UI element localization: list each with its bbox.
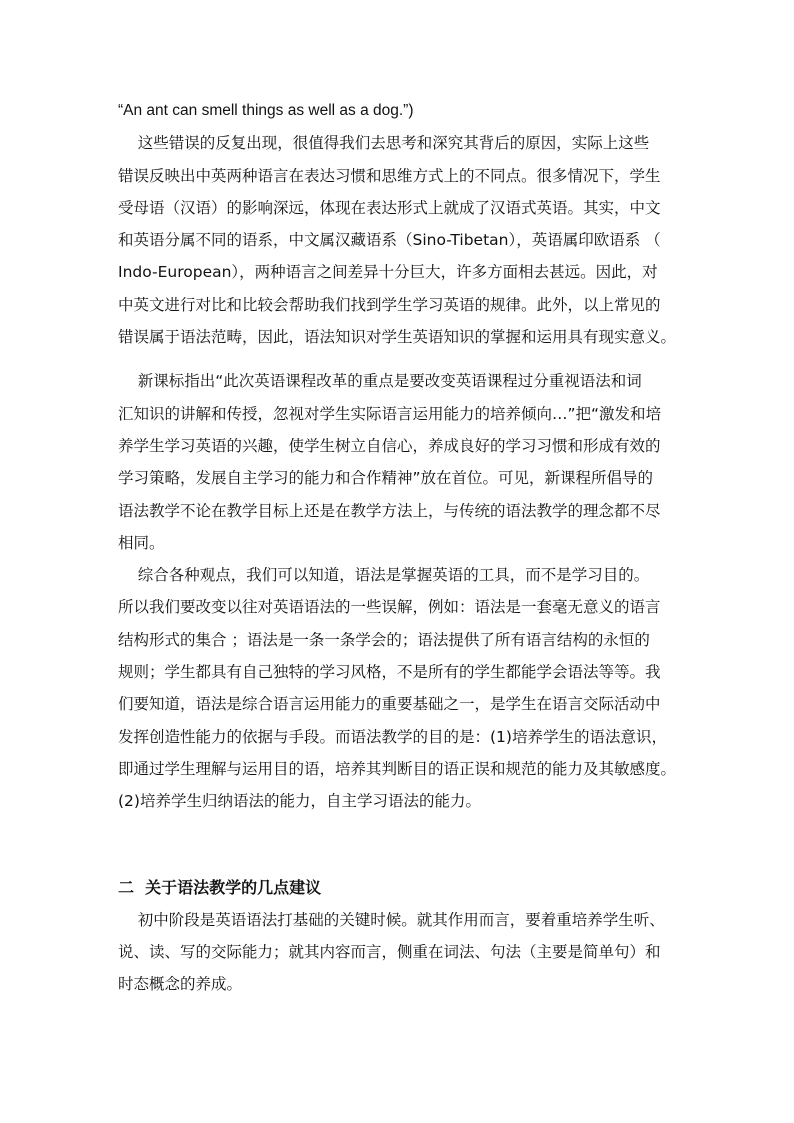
section-spacer — [118, 818, 794, 872]
paragraph-line: 语法教学不论在教学目标上还是在教学方法上，与传统的语法教学的理念都不尽 — [118, 501, 661, 520]
paragraph-line: 汇知识的讲解和传授，忽视对学生实际语言运用能力的培养倾向…”把“激发和培 — [118, 404, 662, 423]
section-heading: 二 关于语法教学的几点建议 — [118, 877, 322, 897]
paragraph-line: 初中阶段是英语语法打基础的关键时候。就其作用而言，要着重培养学生听、 — [118, 910, 665, 929]
paragraph-spacer — [118, 353, 794, 365]
paragraph-line: 受母语（汉语）的影响深远，体现在表达形式上就成了汉语式英语。其实，中文 — [118, 198, 661, 217]
paragraph-line: 错误反映出中英两种语言在表达习惯和思维方式上的不同点。很多情况下，学生 — [118, 166, 661, 185]
paragraph-line: 所以我们要改变以往对英语语法的一些误解，例如：语法是一套毫无意义的语言 — [118, 598, 661, 617]
paragraph-line: 发挥创造性能力的依据与手段。而语法教学的目的是：(1)培养学生的语法意识， — [118, 727, 667, 746]
paragraph-line: 说、读、写的交际能力；就其内容而言，侧重在词法、句法（主要是简单句）和 — [118, 942, 661, 961]
paragraph-line: Indo-European），两种语言之间差异十分巨大，许多方面相去甚远。因此，对 — [118, 263, 658, 282]
paragraph-junior-high-grammar — [118, 904, 794, 1001]
paragraph-line: 这些错误的反复出现，很值得我们去思考和深究其背后的原因，实际上这些 — [118, 134, 650, 153]
paragraph-grammar-purpose — [118, 559, 794, 817]
paragraph-line: 和英语分属不同的语系，中文属汉藏语系（Sino-Tibetan），英语属印欧语系 （ — [118, 231, 661, 250]
paragraph-line: 错误属于语法范畴，因此，语法知识对学生英语知识的掌握和运用具有现实意义。 — [118, 328, 677, 347]
paragraph-line: 新课标指出“此次英语课程改革的重点是要改变英语课程过分重视语法和词 — [118, 372, 642, 391]
paragraph-line: 综合各种观点，我们可以知道，语法是掌握英语的工具，而不是学习目的。 — [118, 566, 650, 585]
opening-line: “An ant can smell things as well as a dog.”) — [118, 102, 414, 119]
paragraph-error-analysis — [118, 127, 794, 353]
document-body — [118, 95, 794, 1000]
paragraph-line: 中英文进行对比和比较会帮助我们找到学生学习英语的规律。此外，以上常见的 — [118, 295, 661, 314]
paragraph-line: 相同。 — [118, 533, 165, 552]
paragraph-line: 学习策略，发展自主学习的能力和合作精神”放在首位。可见，新课程所倡导的 — [118, 469, 654, 488]
paragraph-new-curriculum — [118, 365, 794, 559]
paragraph-line: (2)培养学生归纳语法的能力，自主学习语法的能力。 — [118, 792, 481, 811]
paragraph-line: 即通过学生理解与运用目的语，培养其判断目的语正误和规范的能力及其敏感度。 — [118, 759, 677, 778]
paragraph-line: 养学生学习英语的兴趣，使学生树立自信心，养成良好的学习习惯和形成有效的 — [118, 436, 661, 455]
paragraph-line: 们要知道，语法是综合语言运用能力的重要基础之一，是学生在语言交际活动中 — [118, 695, 661, 714]
paragraph-line: 时态概念的养成。 — [118, 975, 243, 994]
paragraph-line: 结构形式的集合 ；语法是一条一条学会的；语法提供了所有语言结构的永恒的 — [118, 630, 650, 649]
paragraph-line: 规则；学生都具有自己独特的学习风格，不是所有的学生都能学会语法等等。我 — [118, 663, 661, 682]
